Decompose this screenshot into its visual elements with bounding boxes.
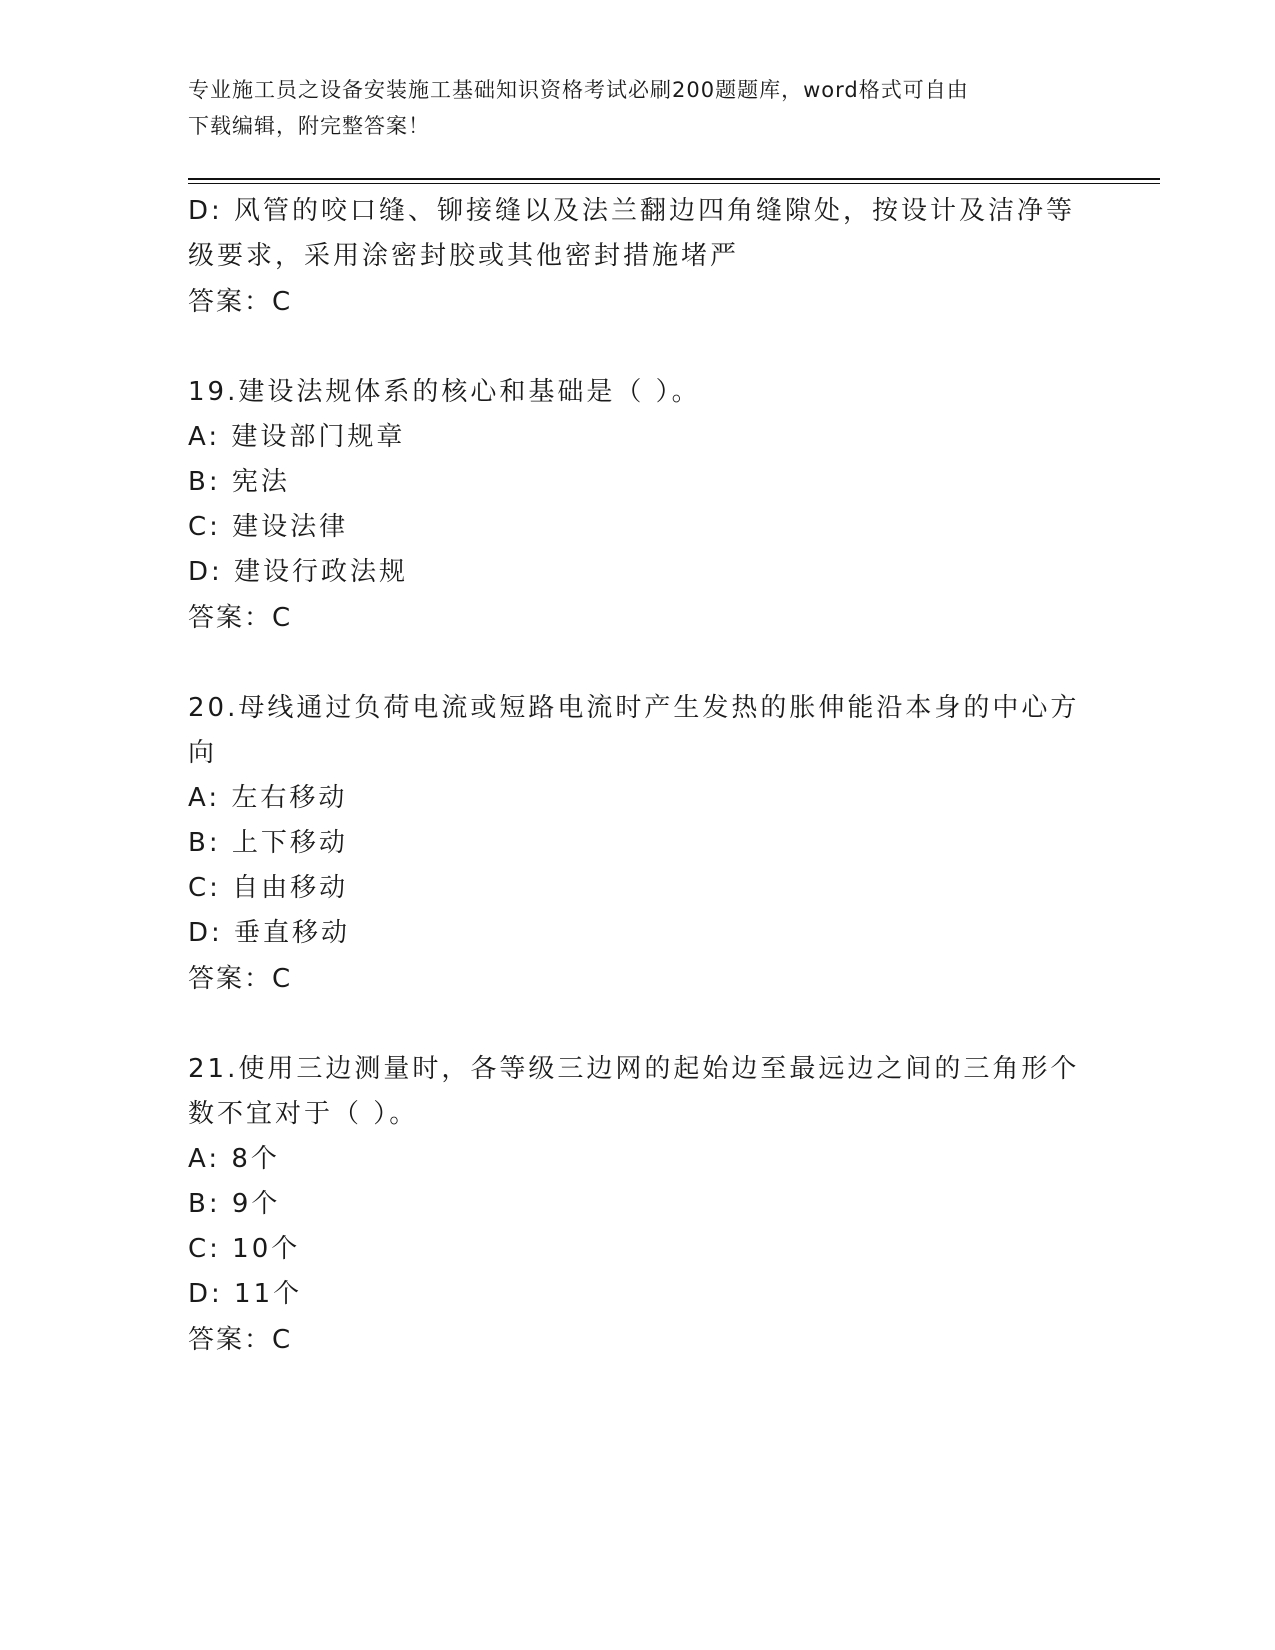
option-d: D: 建设行政法规	[188, 557, 409, 587]
document-header	[188, 72, 1078, 144]
spacer	[188, 1002, 1088, 1047]
answer-text: 答案：C	[188, 1325, 293, 1355]
option-c: C: 10个	[188, 1234, 301, 1264]
option-b: B: 9个	[188, 1189, 281, 1219]
answer-text: 答案：C	[188, 603, 293, 633]
spacer	[188, 325, 1088, 370]
question-stem: 21.使用三边测量时，各等级三边网的起始边至最远边之间的三角形个	[188, 1054, 1080, 1084]
option-c: C: 自由移动	[188, 873, 349, 903]
header-title-line-2: 下载编辑，附完整答案！	[188, 114, 430, 138]
question-19	[188, 370, 1088, 641]
option-d: D: 垂直移动	[188, 918, 351, 948]
question-stem-continued: 数不宜对于（ ）。	[188, 1099, 419, 1129]
header-divider-thin	[188, 183, 1160, 184]
option-b: B: 上下移动	[188, 828, 348, 858]
option-c: C: 建设法律	[188, 512, 349, 542]
header-divider-thick	[188, 178, 1160, 180]
option-a: A: 左右移动	[188, 783, 348, 813]
answer-text: 答案：C	[188, 287, 293, 317]
option-a: A: 建设部门规章	[188, 422, 406, 452]
option-d-continued: 级要求，采用涂密封胶或其他密封措施堵严	[188, 241, 740, 271]
spacer	[188, 641, 1088, 686]
option-d: D: 风管的咬口缝、铆接缝以及法兰翻边四角缝隙处，按设计及洁净等	[188, 196, 1076, 226]
option-b: B: 宪法	[188, 467, 290, 497]
question-content	[188, 189, 1088, 1363]
option-a: A: 8个	[188, 1144, 280, 1174]
question-20	[188, 686, 1088, 1002]
answer-text: 答案：C	[188, 964, 293, 994]
question-stem: 20.母线通过负荷电流或短路电流时产生发热的胀伸能沿本身的中心方	[188, 693, 1080, 723]
question-stem-continued: 向	[188, 738, 218, 768]
question-fragment	[188, 189, 1088, 325]
option-d: D: 11个	[188, 1279, 303, 1309]
question-21	[188, 1047, 1088, 1363]
header-title-line-1: 专业施工员之设备安装施工基础知识资格考试必刷200题题库，word格式可自由	[188, 78, 969, 102]
question-stem: 19.建设法规体系的核心和基础是（ ）。	[188, 377, 701, 407]
